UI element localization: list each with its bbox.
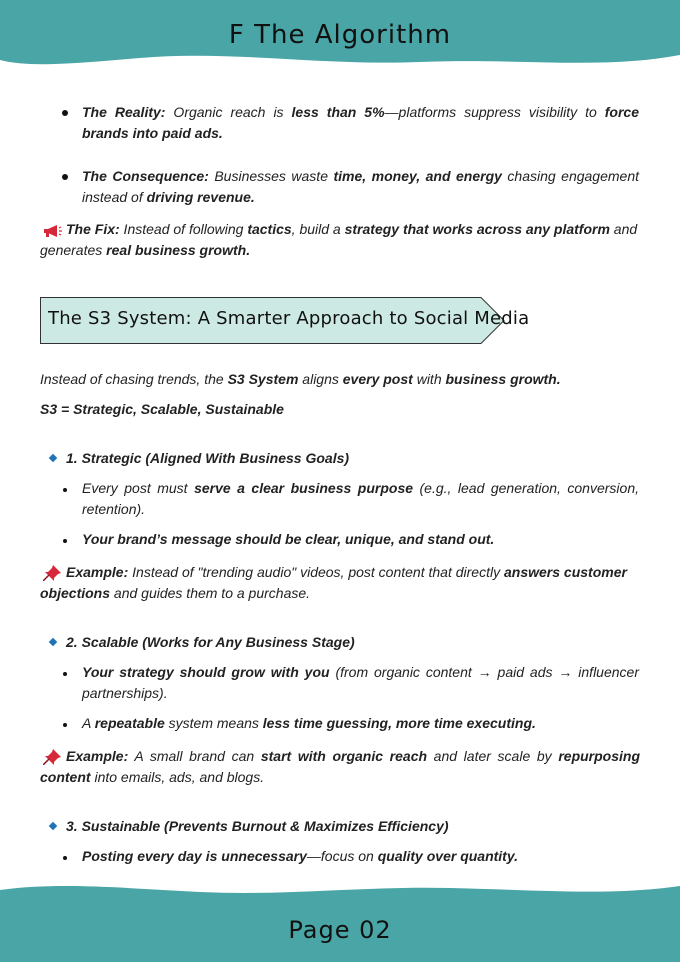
bullet-dot xyxy=(63,672,67,676)
s3-intro xyxy=(40,369,640,390)
text-bold: answers customer objections xyxy=(40,564,627,601)
text-run: Every post must xyxy=(82,480,195,496)
fix-label: The Fix: xyxy=(66,221,120,237)
example-label: Example: xyxy=(66,748,129,764)
text-bold: strategy that works across any platform xyxy=(344,221,610,237)
reality-bullet xyxy=(82,102,639,144)
text-run: Organic reach is xyxy=(165,104,292,120)
diamond-icon xyxy=(49,454,57,462)
scalable-heading: 2. Scalable (Works for Any Business Stage) xyxy=(66,634,355,650)
bullet-dot xyxy=(63,539,67,543)
text-run: chasing engagement instead of xyxy=(82,168,639,205)
bullet-dot xyxy=(63,488,67,492)
bullet-dot xyxy=(63,723,67,727)
scalable-bullet-1 xyxy=(82,662,639,704)
diamond-icon xyxy=(49,638,57,646)
text-run: Instead of following xyxy=(119,221,248,237)
strategic-bullet-2: Your brand’s message should be clear, unique, and stand out. xyxy=(82,531,495,547)
strategic-example xyxy=(40,562,640,604)
bullet-dot xyxy=(63,856,67,860)
text-bold: tactics xyxy=(247,221,292,237)
text-run: and later scale by xyxy=(427,748,559,764)
strategic-bullet-1 xyxy=(82,478,639,520)
text-run: —platforms suppress visibility to xyxy=(384,104,605,120)
reality-label: The Reality: xyxy=(82,104,166,120)
text-bold: every post xyxy=(342,371,413,387)
text-run: (from organic content → paid ads → influencer partnerships). xyxy=(82,664,639,701)
text-bold: time, money, and energy xyxy=(333,168,502,184)
text-bold: less than 5% xyxy=(291,104,385,120)
text-bold: start with organic reach xyxy=(260,748,428,764)
text-bold: business growth. xyxy=(445,371,561,387)
text-bold: less time guessing, more time executing. xyxy=(262,715,536,731)
text-bold: Your strategy should grow with you xyxy=(82,664,330,680)
text-run: system means xyxy=(164,715,263,731)
diamond-icon xyxy=(49,822,57,830)
text-run: and guides them to a purchase. xyxy=(110,585,311,601)
fix-paragraph xyxy=(40,219,640,261)
text-run: (e.g., lead generation, conversion, retention). xyxy=(82,480,639,517)
text-run: with xyxy=(412,371,446,387)
text-bold: serve a clear business purpose xyxy=(194,480,414,496)
scalable-example xyxy=(40,746,640,788)
text-run: and generates xyxy=(40,221,638,258)
text-run: A xyxy=(82,715,95,731)
text-bold: repurposing content xyxy=(40,748,640,785)
text-bold: quality over quantity. xyxy=(377,848,518,864)
s3-definition: S3 = Strategic, Scalable, Sustainable xyxy=(40,401,284,417)
section-title: The S3 System: A Smarter Approach to Social Media xyxy=(48,308,530,329)
text-bold: Posting every day is unnecessary xyxy=(82,848,307,864)
page-number: Page 02 xyxy=(288,916,392,944)
strategic-heading: 1. Strategic (Aligned With Business Goals) xyxy=(66,450,350,466)
text-run: Instead of chasing trends, the xyxy=(40,371,228,387)
text-bold: force brands into paid ads. xyxy=(82,104,639,141)
text-bold: S3 System xyxy=(227,371,299,387)
text-run: Instead of "trending audio" videos, post content that directly xyxy=(128,564,504,580)
bullet-dot xyxy=(62,110,68,116)
text-run: , build a xyxy=(291,221,345,237)
bullet-dot xyxy=(62,174,68,180)
text-run: A small brand can xyxy=(128,748,261,764)
text-run: aligns xyxy=(298,371,343,387)
text-bold: real business growth. xyxy=(106,242,251,258)
example-label: Example: xyxy=(66,564,129,580)
text-run: —focus on xyxy=(306,848,378,864)
text-run: Businesses waste xyxy=(208,168,334,184)
text-bold: driving revenue. xyxy=(146,189,255,205)
text-run: into emails, ads, and blogs. xyxy=(90,769,265,785)
consequence-label: The Consequence: xyxy=(82,168,209,184)
text-bold: repeatable xyxy=(94,715,165,731)
consequence-bullet xyxy=(82,166,639,208)
sustainable-heading: 3. Sustainable (Prevents Burnout & Maximizes Efficiency) xyxy=(66,818,449,834)
document-title: F The Algorithm xyxy=(228,20,452,50)
sustainable-bullet-1 xyxy=(82,846,639,867)
scalable-bullet-2 xyxy=(82,713,639,734)
